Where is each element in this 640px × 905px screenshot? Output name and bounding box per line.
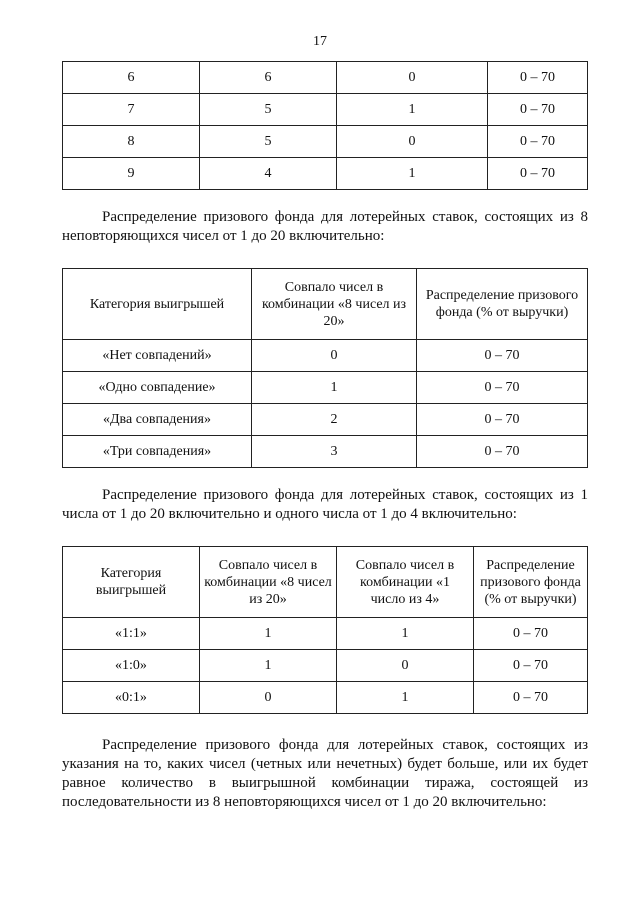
table-cell: 0	[200, 682, 337, 714]
table-cell: 0 – 70	[417, 372, 588, 404]
table-cell: 3	[252, 436, 417, 468]
table-cell: 0	[337, 650, 474, 682]
header-prize-distribution: Распределение призового фонда (% от выручки)	[474, 547, 588, 618]
header-matched-8-of-20: Совпало чисел в комбинации «8 чисел из 20»	[200, 547, 337, 618]
page-number: 17	[313, 34, 327, 49]
table-header-row	[63, 269, 588, 340]
table-cell: 1	[337, 682, 474, 714]
table-cell: «0:1»	[63, 682, 200, 714]
table-cell: 0 – 70	[474, 618, 588, 650]
table-row	[63, 436, 588, 468]
table-cell: «Одно совпадение»	[63, 372, 252, 404]
table-cell: 5	[200, 126, 337, 158]
table-row	[63, 126, 588, 158]
table-row	[63, 340, 588, 372]
table-cell: 0	[337, 62, 488, 94]
paragraph-8-of-20: Распределение призового фонда для лотерейных ставок, состоящих из 8 неповторяющихся чисел от 1 до 20 включительно:	[62, 209, 588, 244]
table-cell: 9	[63, 158, 200, 190]
table-cell: 0 – 70	[488, 94, 588, 126]
header-matched-8-of-20: Совпало чисел в комбинации «8 чисел из 20»	[252, 269, 417, 340]
table-cell: 0 – 70	[474, 682, 588, 714]
header-matched-1-of-4: Совпало чисел в комбинации «1 число из 4»	[337, 547, 474, 618]
table-cell: 0 – 70	[488, 62, 588, 94]
table-cell: 1	[337, 158, 488, 190]
table-row	[63, 94, 588, 126]
table-row	[63, 62, 588, 94]
table-cell: 1	[252, 372, 417, 404]
table-header-row	[63, 547, 588, 618]
table-row	[63, 682, 588, 714]
table-row	[63, 650, 588, 682]
table-cell: 0 – 70	[488, 126, 588, 158]
prize-table-continued	[62, 61, 588, 190]
table-cell: 0 – 70	[474, 650, 588, 682]
table-cell: 2	[252, 404, 417, 436]
table-cell: 0 – 70	[417, 436, 588, 468]
table-cell: 6	[200, 62, 337, 94]
prize-table-1-of-20-and-1-of-4	[62, 546, 588, 714]
table-cell: 7	[63, 94, 200, 126]
header-prize-distribution: Распределение призового фонда (% от выручки)	[417, 269, 588, 340]
table-cell: «Три совпадения»	[63, 436, 252, 468]
table-cell: «Нет совпадений»	[63, 340, 252, 372]
header-category: Категория выигрышей	[63, 269, 252, 340]
table-cell: «1:0»	[63, 650, 200, 682]
table-cell: 1	[337, 94, 488, 126]
table-cell: 1	[337, 618, 474, 650]
table-cell: 0	[337, 126, 488, 158]
table-cell: 4	[200, 158, 337, 190]
table-cell: «Два совпадения»	[63, 404, 252, 436]
paragraph-1-and-4: Распределение призового фонда для лотерейных ставок, состоящих из 1 числа от 1 до 20 включительно и одного числа от 1 до 4 включительно:	[62, 487, 588, 522]
table-row	[63, 404, 588, 436]
paragraph-even-odd: Распределение призового фонда для лотерейных ставок, состоящих из указания на то, каких чисел (четных или нечетных) будет больше, или их будет равное количество в выигрышной комбинации тиража, состоящей из последовательности из 8 неповторяющихся чисел от 1 до 20 включительно:	[62, 737, 588, 810]
table-cell: 6	[63, 62, 200, 94]
table-row	[63, 372, 588, 404]
table-cell: 1	[200, 618, 337, 650]
table-cell: 0 – 70	[417, 404, 588, 436]
table-cell: 0	[252, 340, 417, 372]
header-category: Категория выигрышей	[63, 547, 200, 618]
table-cell: 1	[200, 650, 337, 682]
table-cell: 5	[200, 94, 337, 126]
table-cell: 0 – 70	[488, 158, 588, 190]
table-cell: 8	[63, 126, 200, 158]
table-cell: 0 – 70	[417, 340, 588, 372]
table-cell: «1:1»	[63, 618, 200, 650]
table-row	[63, 618, 588, 650]
prize-table-8-of-20	[62, 268, 588, 468]
table-row	[63, 158, 588, 190]
